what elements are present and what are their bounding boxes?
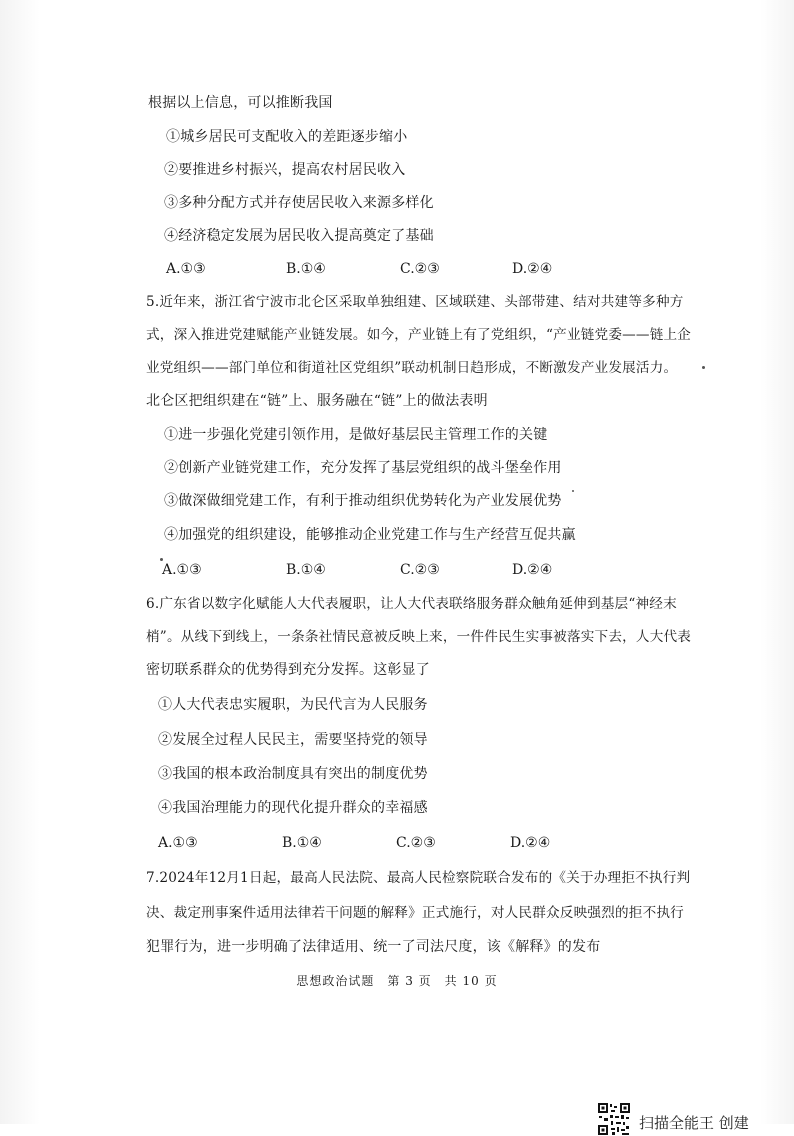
q5-stem-line-2: 式，深入推进党建赋能产业链发展。如今，产业链上有了党组织，“产业链党委——链上企 <box>146 327 692 343</box>
q4-statement-2: ②要推进乡村振兴，提高农村居民收入 <box>164 162 406 178</box>
q6-statement-3: ③我国的根本政治制度具有突出的制度优势 <box>158 766 428 782</box>
qr-code-icon <box>597 1102 631 1136</box>
q6-statement-2: ②发展全过程人民民主，需要坚持党的领导 <box>158 732 428 748</box>
scan-speck <box>572 490 574 492</box>
scan-speck <box>160 558 163 561</box>
q6-statement-1: ①人大代表忠实履职，为民代言为人民服务 <box>158 697 428 713</box>
q5-statement-4: ④加强党的组织建设，能够推动企业党建工作与生产经营互促共赢 <box>164 527 576 543</box>
q4-option-d: D.②④ <box>512 261 553 277</box>
q7-stem-line-3: 犯罪行为，进一步明确了法律适用、统一了司法尺度，该《解释》的发布 <box>146 939 601 955</box>
q5-stem-line-4: 北仑区把组织建在“链”上、服务融在“链”上的做法表明 <box>146 393 488 409</box>
scanner-watermark: 扫描全能王 创建 <box>639 1114 749 1132</box>
q4-option-b: B.①④ <box>286 261 326 277</box>
q4-statement-4: ④经济稳定发展为居民收入提高奠定了基础 <box>164 228 434 244</box>
q5-statement-1: ①进一步强化党建引领作用，是做好基层民主管理工作的关键 <box>164 427 548 443</box>
q4-statement-3: ③多种分配方式并存使居民收入来源多样化 <box>164 195 434 211</box>
q6-stem-line-1: 6.广东省以数字化赋能人大代表履职，让人大代表联络服务群众触角延伸到基层“神经末 <box>146 596 677 612</box>
q6-statement-4: ④我国治理能力的现代化提升群众的幸福感 <box>158 800 428 816</box>
q6-option-b: B.①④ <box>282 835 322 851</box>
q5-option-b: B.①④ <box>286 562 326 578</box>
q6-option-c: C.②③ <box>396 835 436 851</box>
q5-statement-2: ②创新产业链党建工作，充分发挥了基层党组织的战斗堡垒作用 <box>164 460 562 476</box>
q6-option-a: A.①③ <box>158 835 198 851</box>
q4-statement-1: ①城乡居民可支配收入的差距逐步缩小 <box>166 129 408 145</box>
q6-stem-line-2: 梢”。从线下到线上，一条条社情民意被反映上来，一件件民生实事被落实下去，人大代表 <box>146 629 692 645</box>
q5-option-c: C.②③ <box>400 562 440 578</box>
q5-statement-3: ③做深做细党建工作，有利于推动组织优势转化为产业发展优势 <box>164 493 562 509</box>
q5-stem-line-3: 业党组织——部门单位和街道社区党组织”联动机制日趋形成，不断激发产业发展活力。 <box>146 360 678 376</box>
q4-option-c: C.②③ <box>400 261 440 277</box>
q6-stem-line-3: 密切联系群众的优势得到充分发挥。这彰显了 <box>146 662 430 678</box>
q5-option-d: D.②④ <box>512 562 553 578</box>
intro-line: 根据以上信息，可以推断我国 <box>148 95 333 111</box>
q4-option-a: A.①③ <box>166 261 206 277</box>
page-footer: 思想政治试题 第 3 页 共 10 页 <box>296 974 498 988</box>
scan-speck <box>702 366 705 369</box>
q6-option-d: D.②④ <box>510 835 551 851</box>
q5-option-a: A.①③ <box>162 562 202 578</box>
q5-stem-line-1: 5.近年来，浙江省宁波市北仑区采取单独组建、区域联建、头部带建、结对共建等多种方 <box>146 294 684 310</box>
q7-stem-line-1: 7.2024年12月1日起，最高人民法院、最高人民检察院联合发布的《关于办理拒不执行判 <box>146 870 691 886</box>
q7-stem-line-2: 决、裁定刑事案件适用法律若干问题的解释》正式施行，对人民群众反映强烈的拒不执行 <box>146 905 684 921</box>
